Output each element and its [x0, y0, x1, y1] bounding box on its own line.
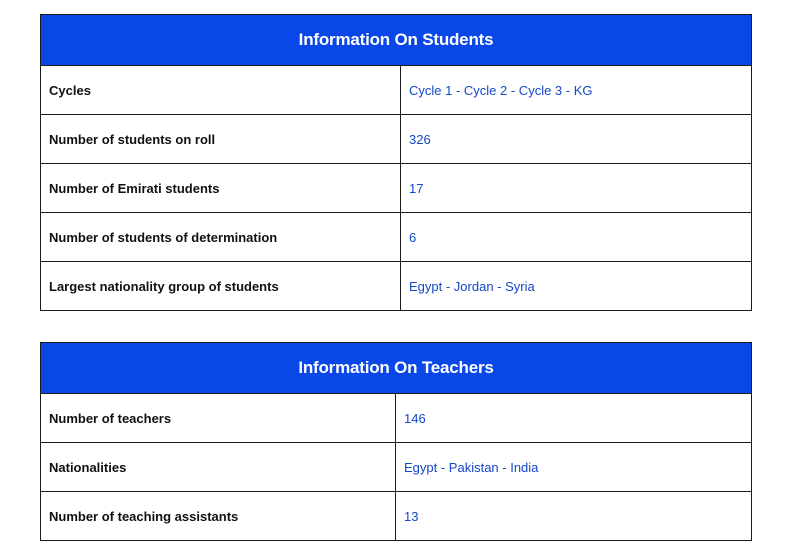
row-value-cycles: Cycle 1 - Cycle 2 - Cycle 3 - KG	[401, 66, 752, 115]
row-label-nationalities: Nationalities	[41, 443, 396, 492]
table-row	[41, 394, 752, 443]
table-row	[41, 164, 752, 213]
row-label-cycles: Cycles	[41, 66, 401, 115]
table-row	[41, 262, 752, 311]
students-info-table	[40, 14, 752, 311]
table-row	[41, 66, 752, 115]
students-table-title: Information On Students	[41, 15, 752, 66]
table-header-row	[41, 343, 752, 394]
row-value-students-on-roll: 326	[401, 115, 752, 164]
table-row	[41, 115, 752, 164]
row-label-teaching-assistants: Number of teaching assistants	[41, 492, 396, 541]
teachers-info-table	[40, 342, 752, 541]
row-value-emirati-students: 17	[401, 164, 752, 213]
row-label-largest-nationality: Largest nationality group of students	[41, 262, 401, 311]
teachers-table-title: Information On Teachers	[41, 343, 752, 394]
row-value-nationalities: Egypt - Pakistan - India	[396, 443, 752, 492]
row-value-largest-nationality: Egypt - Jordan - Syria	[401, 262, 752, 311]
row-value-students-of-determination: 6	[401, 213, 752, 262]
table-row	[41, 443, 752, 492]
row-value-teaching-assistants: 13	[396, 492, 752, 541]
row-label-students-of-determination: Number of students of determination	[41, 213, 401, 262]
row-label-emirati-students: Number of Emirati students	[41, 164, 401, 213]
table-row	[41, 213, 752, 262]
table-header-row	[41, 15, 752, 66]
row-label-number-of-teachers: Number of teachers	[41, 394, 396, 443]
row-value-number-of-teachers: 146	[396, 394, 752, 443]
row-label-students-on-roll: Number of students on roll	[41, 115, 401, 164]
table-row	[41, 492, 752, 541]
